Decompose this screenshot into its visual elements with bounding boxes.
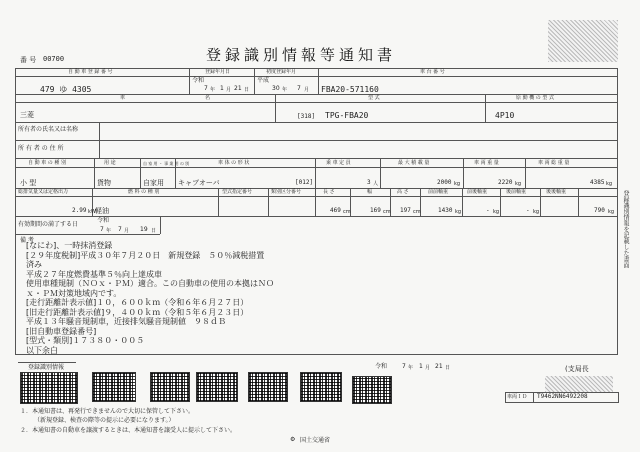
remarks-line: 平成１３年騒音規制車，近接排気騒音規制値 ９８ｄＢ xyxy=(26,317,226,326)
remarks-line: [旧走行距離計表示値]９，４００ｋｍ（令和５年６月２３日） xyxy=(26,307,249,317)
class-number-label: 類別区分番号 xyxy=(271,189,302,195)
expiry-d: 19 xyxy=(140,226,148,233)
rear-rear-axle-label: 後後軸重 xyxy=(546,189,567,195)
rear-rear-axle-value: 790 xyxy=(594,207,605,214)
barcode-4 xyxy=(248,372,288,402)
reg-date-m-unit: 月 xyxy=(226,87,232,93)
front-rear-axle-value: - xyxy=(486,207,490,214)
remarks-line: 以下余白 xyxy=(26,345,58,355)
maker-label: 車 xyxy=(120,95,126,101)
reg-date-d-unit: 日 xyxy=(244,87,250,93)
length-label: 長 さ xyxy=(323,189,335,195)
capacity-label: 乗 車 定 員 xyxy=(326,160,351,166)
remarks-line: 使用車種規制（ＮＯｘ・ＰＭ）適合。この自動車の使用の本拠はＮＯ xyxy=(26,279,274,288)
max-load-value: 2000 xyxy=(437,179,452,186)
issue-date-m: 1 xyxy=(419,363,423,370)
barcode-2 xyxy=(150,372,190,402)
height-label: 高 さ xyxy=(397,189,409,195)
rear-front-axle-label: 後前軸重 xyxy=(506,189,527,195)
front-rear-axle-unit: kg xyxy=(493,209,500,215)
private-value: 自家用 xyxy=(143,179,164,187)
model-label: 型 式 xyxy=(368,95,380,101)
first-reg-m-unit: 月 xyxy=(304,87,310,93)
rear-front-axle-value: - xyxy=(526,207,530,214)
chassis-value: FBA20-571160 xyxy=(321,85,379,94)
ministry-name: 国土交通省 xyxy=(300,437,331,444)
rear-rear-axle-unit: kg xyxy=(608,209,615,215)
issue-date-era: 令和 xyxy=(375,363,388,370)
chassis-label: 車 台 番 号 xyxy=(420,69,445,75)
vehicle-weight-unit: kg xyxy=(515,181,522,187)
remarks-line: [なにわ]、一時抹消登録 xyxy=(26,241,113,250)
reg-date-label: 登録年月日 xyxy=(205,69,231,75)
first-reg-label: 初度登録年月 xyxy=(266,69,297,75)
first-reg-y: 30 xyxy=(272,85,280,92)
gross-weight-label: 車 両 総 重 量 xyxy=(538,160,570,166)
capacity-unit: 人 xyxy=(373,181,379,187)
page-title: 登録識別情報等通知書 xyxy=(206,46,397,64)
gross-weight-unit: kg xyxy=(606,181,613,187)
engine-value: 4P10 xyxy=(495,111,515,120)
number-value: 00700 xyxy=(43,55,65,63)
remarks-list xyxy=(26,241,274,355)
displacement-value: 2.99 xyxy=(72,207,87,214)
barcode-6 xyxy=(352,376,392,404)
remarks-line: [走行距離計表示値]１０，６００ｋｍ（令和６年６月２７日） xyxy=(26,298,249,307)
qr-label: 登録識別情報 xyxy=(28,364,65,371)
note-1: １．本通知書は、再発行できませんので大切に保管して下さい。 xyxy=(20,408,195,415)
width-value: 169 xyxy=(370,207,381,214)
front-front-axle-label: 前前軸重 xyxy=(428,189,449,195)
vehicle-weight-value: 2220 xyxy=(498,179,513,186)
reg-no-value: 479 ゆ 4305 xyxy=(40,85,92,94)
issue-date-m-unit: 月 xyxy=(425,365,431,371)
reg-date-y-unit: 年 xyxy=(210,87,216,93)
front-rear-axle-label: 前後軸重 xyxy=(467,189,488,195)
expiry-m: 7 xyxy=(118,226,122,233)
type-designation-label: 型式指定番号 xyxy=(222,189,253,195)
max-load-unit: kg xyxy=(454,181,461,187)
height-unit: cm xyxy=(413,209,421,215)
vehicle-weight-label: 車 両 重 量 xyxy=(474,160,499,166)
length-value: 469 xyxy=(330,207,341,214)
issue-date-d-unit: 日 xyxy=(445,365,451,371)
front-front-axle-value: 1430 xyxy=(438,207,453,214)
seal-area xyxy=(545,376,613,392)
use-label: 用 途 xyxy=(104,160,116,166)
era-reiwa: 令和 xyxy=(192,77,205,84)
width-label: 幅 xyxy=(367,189,373,195)
vehicle-id-value: T9462NN6492208 xyxy=(537,393,588,400)
vehicle-type-label: 自 動 車 の 種 別 xyxy=(28,160,66,166)
remarks-line: 済み xyxy=(26,260,42,269)
expiry-label: 有効期間の満了する日 xyxy=(18,221,79,228)
fuel-value: 軽油 xyxy=(95,207,109,215)
note-1-sub: （新規登録、検査の際等の提示に必要になります。） xyxy=(34,417,175,424)
office-label: (支局長 xyxy=(565,365,589,373)
era-heisei: 平成 xyxy=(257,77,270,84)
capacity-value: 3 xyxy=(367,179,371,186)
model-value: TPG-FBA20 xyxy=(325,111,369,120)
body-value: キャブオーバ xyxy=(178,179,220,187)
reg-no-label: 自 動 車 登 録 番 号 xyxy=(68,69,113,75)
reg-date-y: 7 xyxy=(204,85,208,92)
height-value: 197 xyxy=(400,207,411,214)
ministry-mark-icon: ⚙ xyxy=(290,436,296,443)
expiry-y: 7 xyxy=(100,226,104,233)
front-front-axle-unit: kg xyxy=(455,209,462,215)
barcode-5 xyxy=(300,372,342,402)
name-label: 名 xyxy=(205,95,211,101)
expiry-m-unit: 月 xyxy=(124,228,130,234)
issue-date-y-unit: 年 xyxy=(408,365,414,371)
owner-addr-label: 所 有 者 の 住 所 xyxy=(18,145,64,152)
reg-date-d: 21 xyxy=(234,85,242,92)
maker-value: 三菱 xyxy=(20,111,34,119)
number-label: 番 号 xyxy=(20,56,37,64)
rear-front-axle-unit: kg xyxy=(533,209,540,215)
private-label: 自 家 用 ・ 事 業 用 の 別 xyxy=(143,161,190,166)
remarks-line: ｘ・ＰＭ対策地域内です。 xyxy=(26,288,122,298)
remarks-line: [型式・類別]１７３８０・００５ xyxy=(26,336,145,345)
expiry-d-unit: 日 xyxy=(151,228,157,234)
remarks-line: [旧自動車登録番号] xyxy=(26,326,97,336)
remarks-line: 平成２７年度燃費基準５％向上達成車 xyxy=(26,269,162,279)
remarks-line: [２９年度税制]平成３０年７月２０日 新規登録 ５０％減税措置 xyxy=(26,250,265,260)
expiry-era: 令和 xyxy=(97,217,110,224)
side-note: 登録識別情報を記載した書面 xyxy=(622,190,629,268)
issue-date-d: 21 xyxy=(435,363,443,370)
barcode-1 xyxy=(92,372,136,402)
model-code: [318] xyxy=(297,113,316,120)
barcode-3 xyxy=(196,372,238,402)
remarks-label: 備 考 xyxy=(20,237,34,244)
displacement-label: 総排気量又は定格出力 xyxy=(18,189,69,195)
first-reg-m: 7 xyxy=(297,85,301,92)
length-unit: cm xyxy=(343,209,351,215)
security-pattern xyxy=(548,20,618,62)
use-value: 貨物 xyxy=(97,179,111,187)
fuel-label: 燃 料 の 種 別 xyxy=(128,189,160,195)
note-2: ２．本通知書の自動車を譲渡するときは、本通知書を譲受人に提示して下さい。 xyxy=(20,427,237,434)
vehicle-type-value: 小 型 xyxy=(20,179,37,187)
reg-date-m: 1 xyxy=(220,85,224,92)
vehicle-id-label: 車両ＩＤ xyxy=(507,394,528,400)
registration-barcode xyxy=(20,372,78,404)
owner-name-label: 所有者の氏名又は名称 xyxy=(18,126,79,133)
body-code: [012] xyxy=(295,179,314,186)
engine-label: 原 動 機 の 型 式 xyxy=(516,95,554,101)
issue-date-y: 7 xyxy=(402,363,406,370)
expiry-y-unit: 年 xyxy=(106,228,112,234)
max-load-label: 最 大 積 載 量 xyxy=(398,160,430,166)
width-unit: cm xyxy=(383,209,391,215)
displacement-unit: kW xyxy=(88,209,96,215)
body-label: 車 体 の 形 状 xyxy=(218,160,250,166)
first-reg-y-unit: 年 xyxy=(282,87,288,93)
gross-weight-value: 4385 xyxy=(590,179,605,186)
